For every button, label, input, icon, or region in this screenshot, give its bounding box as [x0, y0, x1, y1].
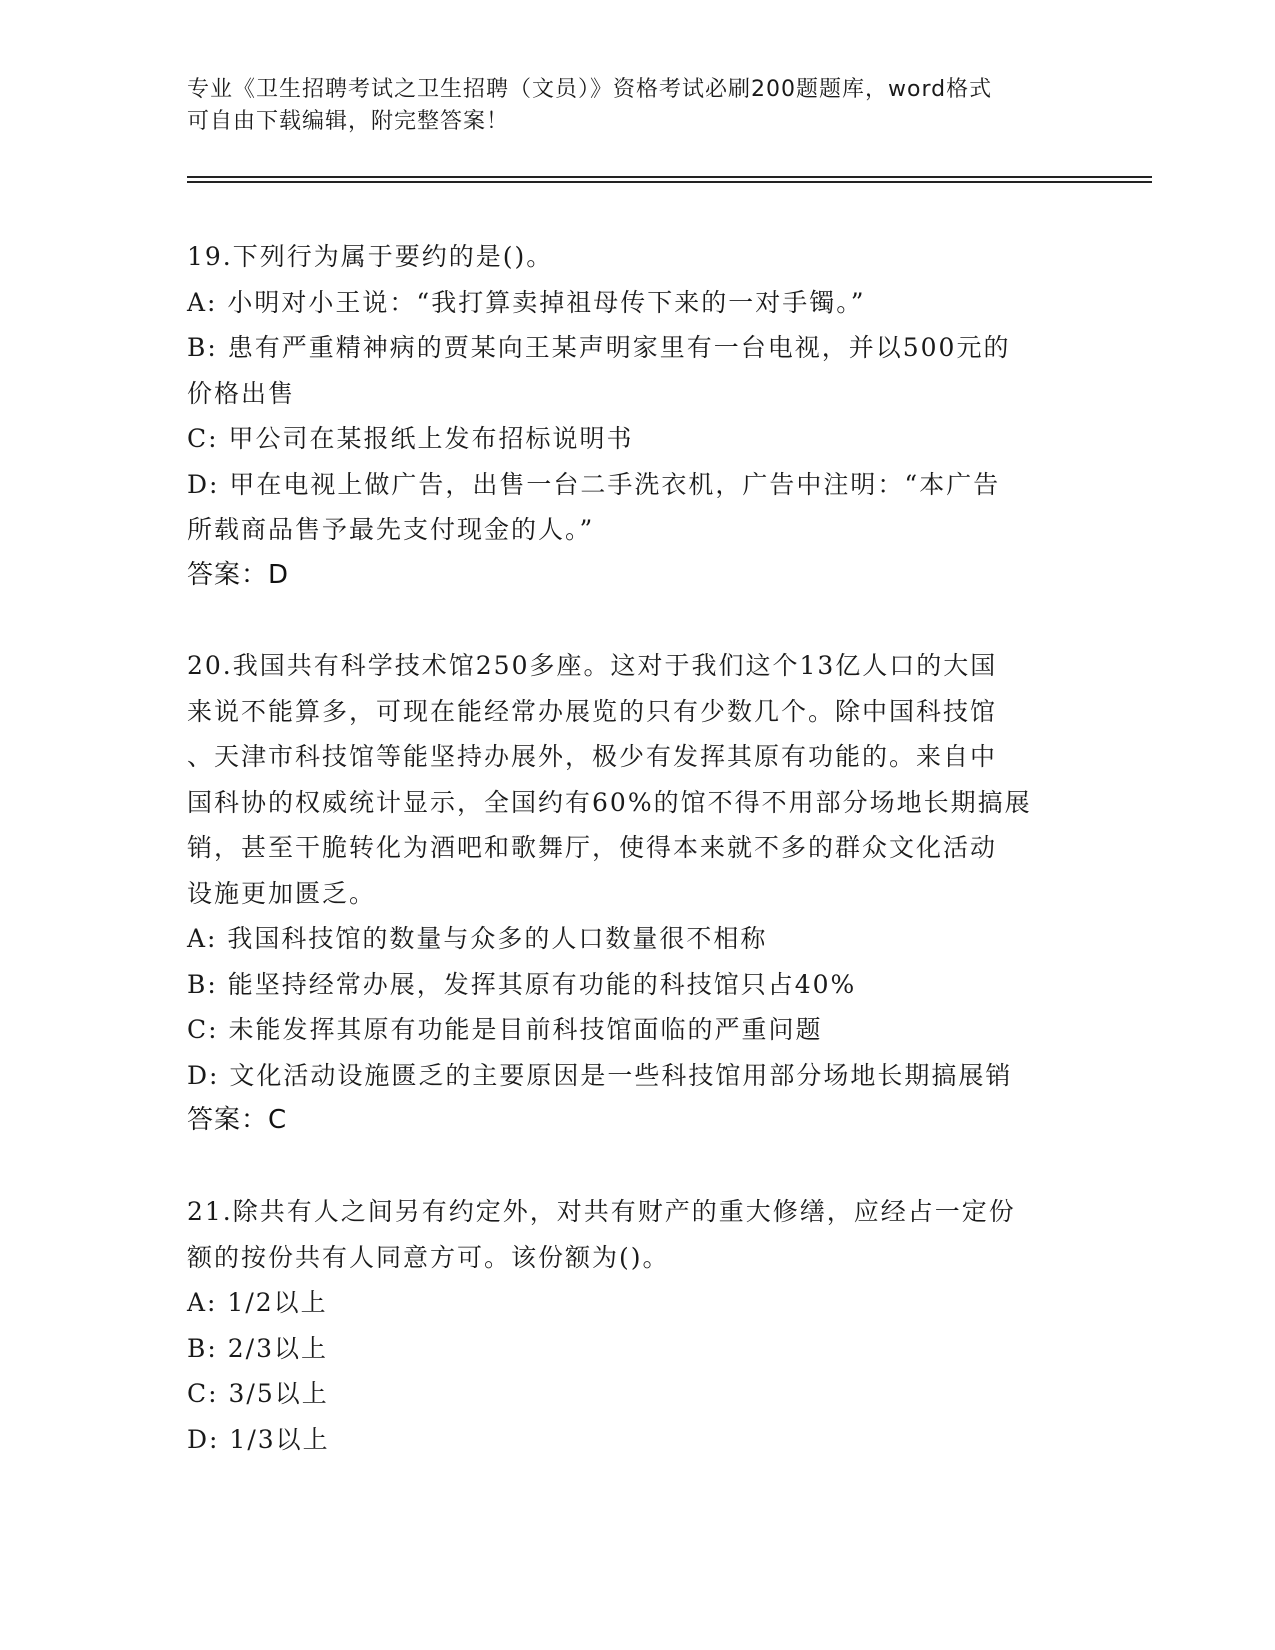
option-b: B: 能坚持经常办展，发挥其原有功能的科技馆只占40% — [187, 969, 857, 999]
option-b: B: 2/3以上 — [187, 1333, 328, 1363]
option-a: A: 1/2以上 — [187, 1288, 328, 1317]
option-b: B: 患有严重精神病的贾某向王某声明家里有一台电视，并以500元的 — [187, 333, 1011, 362]
header-line: 可自由下载编辑，附完整答案！ — [187, 109, 510, 134]
question-stem: 、天津市科技馆等能坚持办展外，极少有发挥其原有功能的。来自中 — [187, 742, 998, 771]
option-a: A: 我国科技馆的数量与众多的人口数量很不相称 — [187, 924, 768, 953]
question-stem: 销，甚至干脆转化为酒吧和歌舞厅，使得本来就不多的群众文化活动 — [187, 833, 998, 862]
question-stem: 设施更加匮乏。 — [187, 878, 377, 908]
option-a: A: 小明对小王说：“我打算卖掉祖母传下来的一对手镯。” — [187, 287, 866, 317]
question-stem: 20.我国共有科学技术馆250多座。这对于我们这个13亿人口的大国 — [187, 651, 998, 680]
question-stem: 21.除共有人之间另有约定外，对共有财产的重大修缮，应经占一定份 — [187, 1197, 1016, 1226]
answer-label: 答案：C — [187, 1105, 288, 1135]
option-b-continued: 价格出售 — [187, 378, 296, 408]
option-d-continued: 所载商品售予最先支付现金的人。” — [187, 515, 595, 544]
option-d: D: 文化活动设施匮乏的主要原因是一些科技馆用部分场地长期搞展销 — [187, 1060, 1013, 1090]
option-d: D: 1/3以上 — [187, 1424, 330, 1454]
option-d: D: 甲在电视上做广告，出售一台二手洗衣机，广告中注明：“本广告 — [187, 469, 1001, 499]
question-stem: 19.下列行为属于要约的是()。 — [187, 242, 554, 271]
question-19 — [187, 234, 1077, 598]
question-stem: 来说不能算多，可现在能经常办展览的只有少数几个。除中国科技馆 — [187, 696, 998, 726]
header-divider — [187, 176, 1152, 178]
question-21 — [187, 1189, 1077, 1462]
option-c: C: 未能发挥其原有功能是目前科技馆面临的严重问题 — [187, 1015, 823, 1044]
answer-label: 答案：D — [187, 559, 290, 590]
option-c: C: 甲公司在某报纸上发布招标说明书 — [187, 424, 634, 453]
question-stem: 国科协的权威统计显示，全国约有60%的馆不得不用部分场地长期搞展 — [187, 787, 1032, 817]
header-divider — [187, 181, 1152, 183]
header-line: 专业《卫生招聘考试之卫生招聘（文员）》资格考试必刷200题题库，word格式 — [187, 77, 993, 102]
question-stem: 额的按份共有人同意方可。该份额为()。 — [187, 1242, 670, 1272]
option-c: C: 3/5以上 — [187, 1379, 329, 1408]
document-header — [187, 74, 1067, 138]
question-20 — [187, 643, 1077, 1144]
